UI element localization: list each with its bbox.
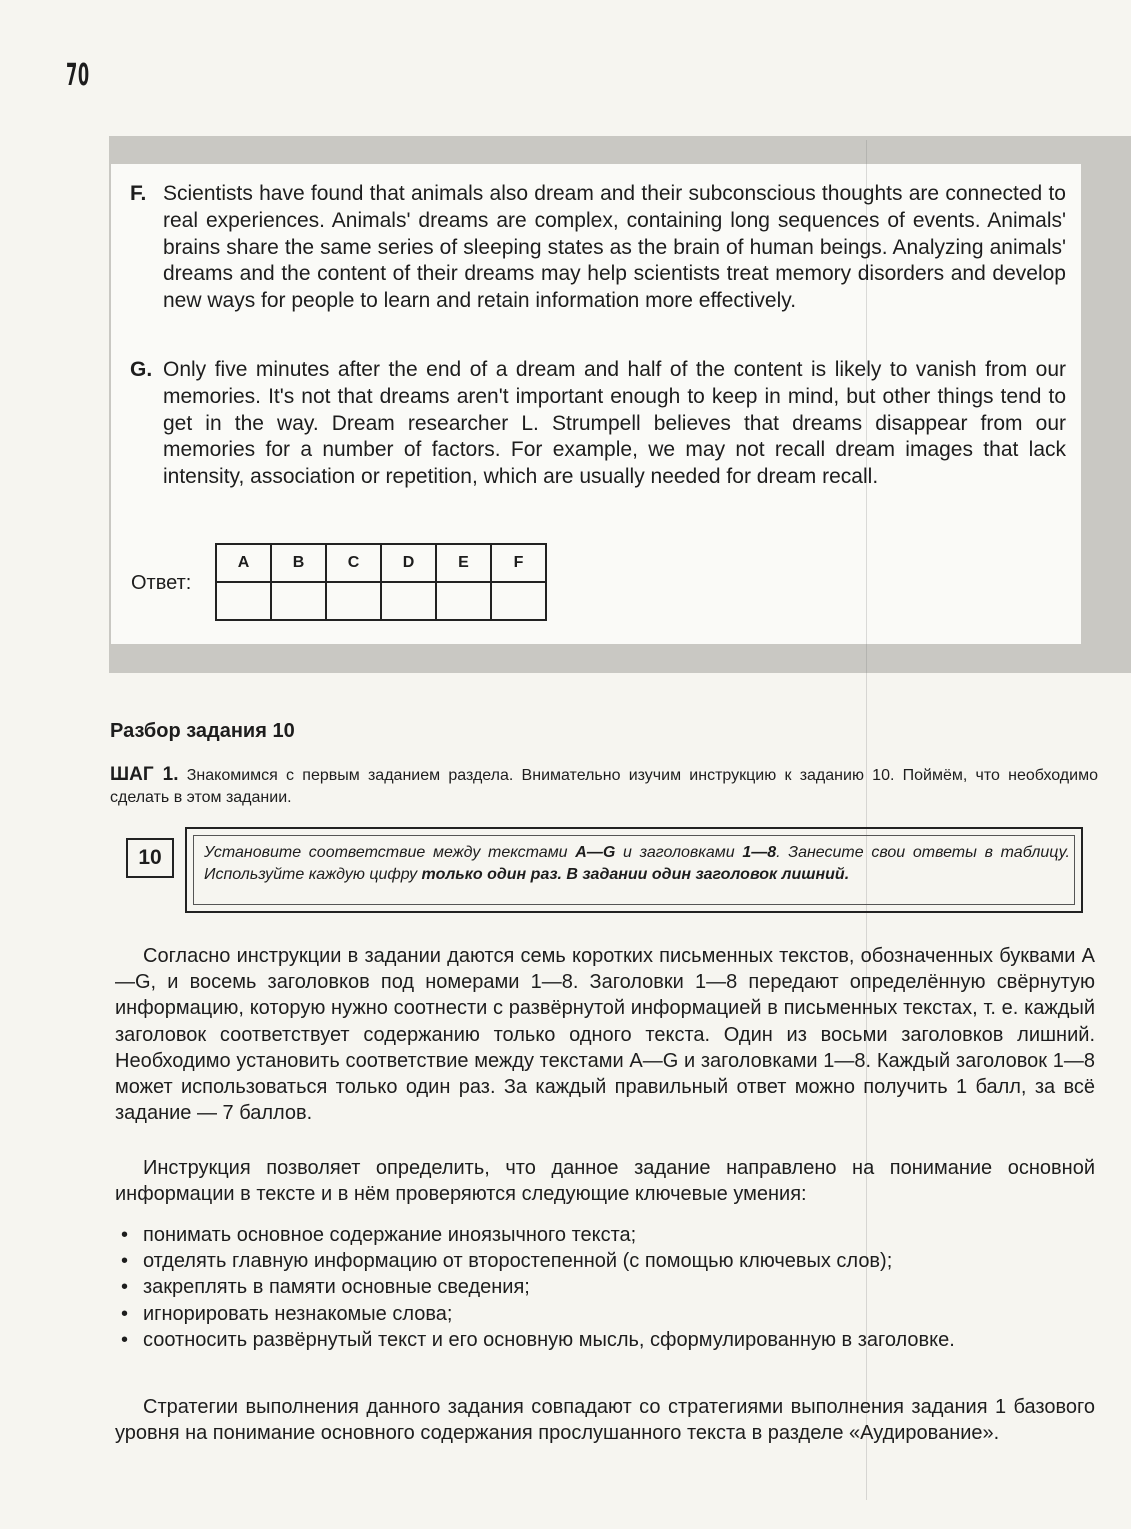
skill-item [115,1248,1095,1274]
answer-column-b: B [271,544,326,582]
skill-item [115,1222,1095,1248]
instruction-part: . Занесите свои ответы в таблицу. Используйте каждую цифру [204,844,1070,883]
answer-cell-b[interactable] [271,582,326,620]
answer-column-c: C [326,544,381,582]
skill-text: понимать основное содержание иноязычного текста; [143,1224,637,1246]
answer-column-f: F [491,544,546,582]
answer-cell-c[interactable] [326,582,381,620]
body-paragraph: Стратегии выполнения данного задания совпадают со стратегиями выполнения задания 1 базового уровня на понимание основного содержания прослушанного текста в разделе «Аудирование». [115,1396,1095,1445]
exercise-item-g [130,357,1066,491]
answer-cell-a[interactable] [216,582,271,620]
item-text: Only five minutes after the end of a dream and half of the content is likely to vanish from our memories. It's not that dreams aren't important enough to keep in mind, but other things tend to get in the way. Dream researcher L. Strumpell believes that dreams disappear from our memories for a number of factors. For example, we may not recall dream images that lack intensity, association or repetition, which are usually needed for dream recall. [163,358,1066,489]
answer-input-row [216,582,546,620]
instruction-bold: 1—8 [742,844,777,861]
answer-column-a: A [216,544,271,582]
item-text: Scientists have found that animals also dream and their subconscious thoughts are connected to real experiences. Animals' dreams are complex, containing long sequences of events. Animals' brains share the same series of sleeping states as the brain of human beings. Analyzing animals' dreams and the content of their dreams may help scientists treat memory disorders and develop new ways for people to learn and retain information more effectively. [163,182,1066,313]
item-letter: G. [130,358,153,381]
skill-text: отделять главную информацию от второстепенной (с помощью ключевых слов); [143,1250,893,1273]
task-instruction [204,842,1070,886]
step-description [110,764,1098,809]
answer-header-row [216,544,546,582]
body-paragraph: Инструкция позволяет определить, что данное задание направлено на понимание основной информации в тексте и в нём проверяются следующие ключевые умения: [115,1157,1095,1206]
page-number: 70 [66,58,90,93]
skills-list [115,1222,1095,1353]
step-label: ШАГ 1. [110,764,179,785]
answer-cell-e[interactable] [436,582,491,620]
instruction-bold: A—G [575,844,616,861]
answer-cell-d[interactable] [381,582,436,620]
body-paragraph: Согласно инструкции в задании даются семь коротких письменных текстов, обозначенных буквами A—G, и восемь заголовков под номерами 1—8. Заголовки 1—8 передают определённую свёрнутую информацию, которую нужно соотнести с развёрнутой информацией в письменных текстах, т. е. каждый заголовок соответствует содержанию только одного текста. Один из восьми заголовков лишний. Необходимо установить соответствие между текстами A—G и заголовками 1—8. Каждый заголовок 1—8 может использоваться только один раз. За каждый правильный ответ можно получить 1 балл, за всё задание — 7 баллов. [115,945,1095,1125]
instruction-part: Установите соответствие между текстами [204,844,576,861]
skill-text: соотносить развёрнутый текст и его основную мысль, сформулированную в заголовке. [143,1328,955,1351]
section-heading: Разбор задания 10 [110,720,295,742]
answer-column-d: D [381,544,436,582]
instruction-part: и заголовками [615,844,743,861]
instruction-bold: только один раз. В задании один заголовок лишний. [421,866,850,883]
bullet-icon: • [121,1276,129,1299]
answer-grid [215,543,547,621]
skill-item [115,1301,1095,1327]
bullet-icon: • [121,1328,129,1351]
answer-cell-f[interactable] [491,582,546,620]
exercise-item-f [130,181,1066,315]
step-text: Знакомимся с первым заданием раздела. Внимательно изучим инструкцию к заданию 10. Поймём, что необходимо сделать в этом задании. [110,767,1098,806]
bullet-icon: • [121,1302,129,1325]
skill-item [115,1327,1095,1353]
answer-column-e: E [436,544,491,582]
answer-label: Ответ: [131,572,192,594]
bullet-icon: • [121,1224,129,1246]
skill-text: игнорировать незнакомые слова; [143,1302,453,1325]
task-number-badge: 10 [126,838,174,878]
bullet-icon: • [121,1250,129,1273]
skill-item [115,1274,1095,1300]
skill-text: закреплять в памяти основные сведения; [143,1276,530,1299]
item-letter: F. [130,182,147,205]
